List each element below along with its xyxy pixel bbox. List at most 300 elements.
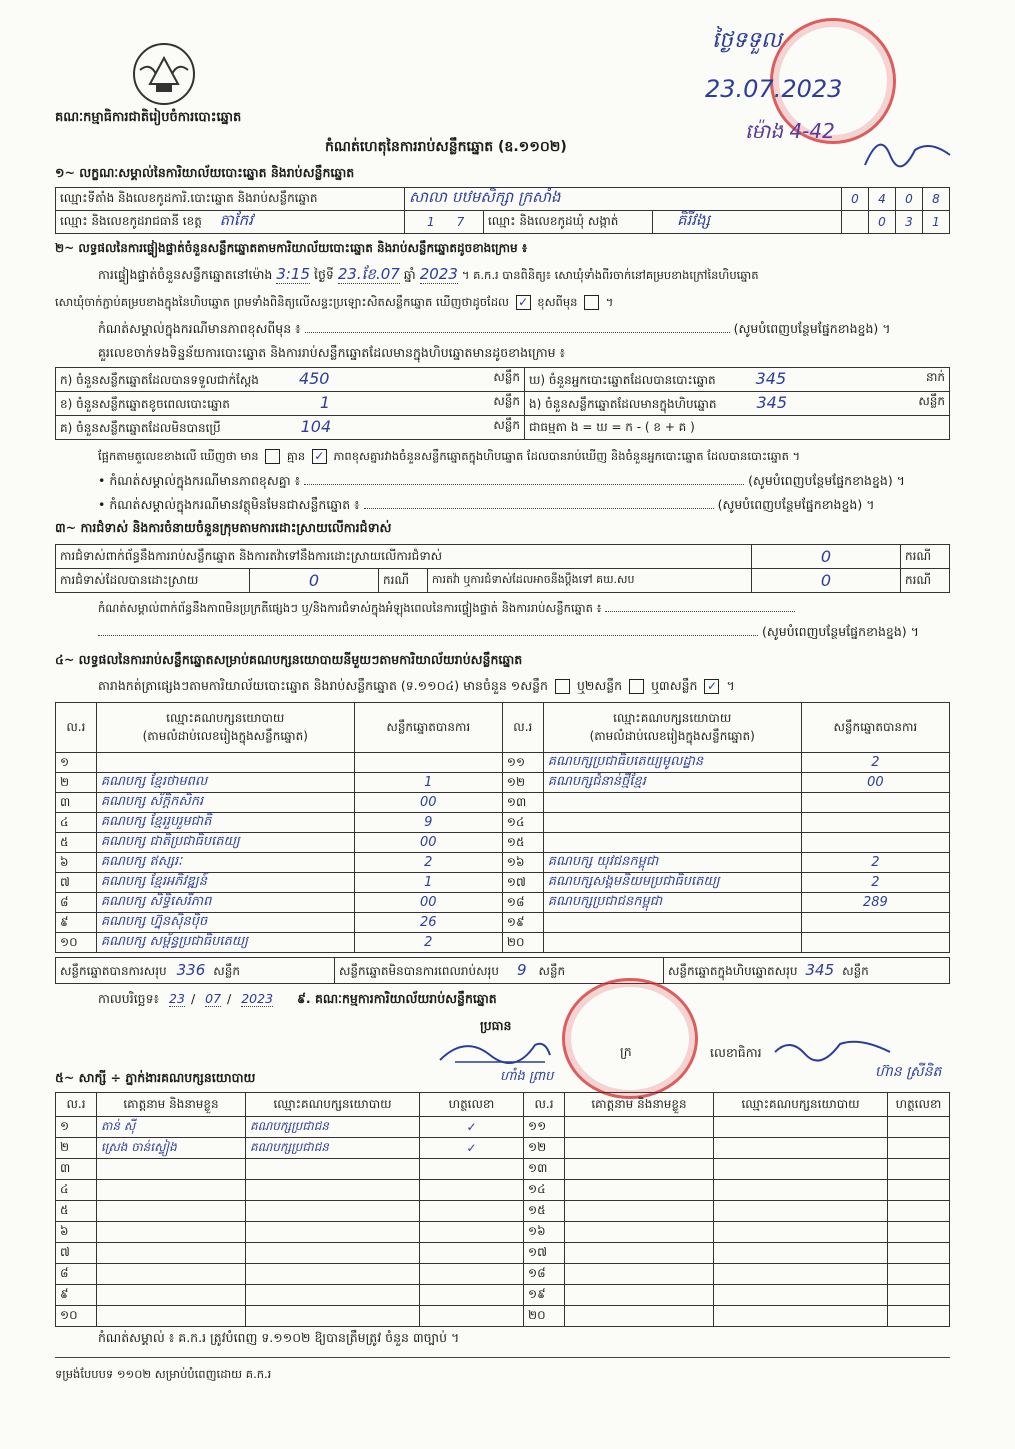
w-sig-left [420, 1180, 524, 1201]
w-party-right[interactable] [714, 1222, 888, 1243]
row-party-right [543, 833, 801, 853]
ng-unit: សន្លឹក [918, 394, 945, 408]
witness-row [56, 1117, 950, 1138]
row-no-right: ១៩ [502, 913, 543, 933]
s4-intro-line: តារាងកត់ត្រាផ្សេងៗតាមការិយាល័យបោះឆ្នោត និងរាប់សន្លឹកឆ្នោត (ទ.១១០៤) មានចំនួន ១សន្លឹក ឬ២សន្លឹក ឬ៣សន្លឹក ✓ ។ [98, 678, 735, 693]
w-name-left: ស្រេង ចាន់ស្ទៀង [97, 1138, 246, 1159]
bullet1-fill: (សូមបំពេញបន្ថែមផ្នែកខាងខ្នង) ។ [748, 473, 905, 488]
footer-divider [55, 1357, 950, 1358]
w-name-right[interactable] [565, 1306, 714, 1327]
row-votes-right: 2 [801, 753, 949, 773]
w-party-left: គណបក្សប្រជាជន [246, 1138, 420, 1159]
results-row [56, 753, 950, 773]
site-label: ឈ្មោះទីតាំង និងលេខកូដការិ.បោះឆ្នោត និងរាប់សន្លឹកឆ្នោត [56, 188, 405, 211]
receipt-date: 23.07.2023 [705, 75, 843, 103]
row-votes-right: 00 [801, 773, 949, 793]
kha-unit: សន្លឹក [493, 394, 520, 408]
w-name-right[interactable] [565, 1222, 714, 1243]
chair-signature [435, 1030, 555, 1070]
results-row [56, 913, 950, 933]
chair-name: ហាំង ព្រាប [500, 1069, 554, 1084]
witness-row [56, 1138, 950, 1159]
verify-text-a: ការផ្ទៀងផ្ទាត់ចំនួនសន្លឹកឆ្នោតនៅម៉ោង [98, 267, 273, 282]
none-label: គ្មាន [286, 449, 306, 463]
w-party-left [246, 1306, 420, 1327]
bullet2-field[interactable] [364, 508, 714, 509]
date-day: 23 [169, 991, 185, 1006]
date-line: កាលបរិច្ឆេទ៖ 23 / 07 / 2023 ៩. គណៈកម្មការការិយាល័យរាប់សន្លឹកឆ្នោត [98, 991, 497, 1006]
formula-cell [525, 416, 950, 440]
org-name: គណៈកម្មាធិការជាតិរៀបចំការបោះឆ្នោត [55, 110, 242, 125]
results-row [56, 873, 950, 893]
w-sig-right[interactable] [888, 1180, 950, 1201]
w-sig-right[interactable] [888, 1117, 950, 1138]
w-party-right[interactable] [714, 1201, 888, 1222]
r2b-label: ការតវ៉ា ឬការជំទាស់ដែលអាចនឹងប្ដឹងទៅ គឃ.សប [428, 569, 752, 593]
w-party-right[interactable] [714, 1180, 888, 1201]
total-valid-unit: សន្លឹក [213, 963, 240, 978]
chair-label: ប្រធាន [480, 1018, 512, 1033]
section5-title: ៥~ សាក្សី ÷ ភ្នាក់ងារគណបក្សនយោបាយ [55, 1070, 256, 1085]
ng-label: ង) ចំនួនសន្លឹកឆ្នោតដែលមានក្នុងហិបឆ្នោត [529, 397, 717, 411]
w-name-right[interactable] [565, 1117, 714, 1138]
w-name-right[interactable] [565, 1243, 714, 1264]
row-no-right: ១៣ [502, 793, 543, 813]
w-party-left [246, 1264, 420, 1285]
witness-row [56, 1159, 950, 1180]
total-box-value: 345 [805, 960, 835, 979]
w-party-right[interactable] [714, 1285, 888, 1306]
w-sig-left [420, 1201, 524, 1222]
row-votes-left: 00 [354, 793, 502, 813]
row-votes-right [801, 913, 949, 933]
commune-code-blank [842, 211, 869, 234]
w-name-right[interactable] [565, 1159, 714, 1180]
verify-date: 23.ខែ.07 [337, 265, 400, 283]
col-party-right-1: ឈ្មោះគណបក្សនយោបាយ [613, 710, 732, 725]
verify-text-d: ។ គ.ក.រ បានពិនិត្យ៖ សោឃុំទាំងពីរចាក់នៅគម្របខាងក្រៅនៃហិបឆ្នោត [461, 268, 759, 282]
row-votes-right [801, 813, 949, 833]
ko-cell [56, 416, 525, 440]
total-invalid-label: សន្លឹកឆ្នោតមិនបានការពេលរាប់សរុប [339, 963, 499, 978]
commune-value: គិរីវង្ស [677, 211, 711, 229]
kho-value: 345 [755, 369, 787, 388]
col-votes-left: សន្លឹកឆ្នោតបានការ [354, 703, 502, 753]
bullet2-fill: (សូមបំពេញបន្ថែមផ្នែកខាងខ្នង) ។ [717, 497, 875, 512]
row-votes-right [801, 793, 949, 813]
witness-row [56, 1264, 950, 1285]
s3-fill: (សូមបំពេញបន្ថែមផ្នែកខាងខ្នង) ។ [761, 624, 919, 639]
code-digit-3: 0 [896, 188, 923, 211]
w-no-left: ៧ [56, 1243, 97, 1264]
three-sheet-checkbox[interactable]: ✓ [704, 679, 719, 694]
check-rest: ភាពខុសគ្នារវាងចំនួនសន្លឹកឆ្នោតក្នុងហិបឆ្នោត ដែលបានរាប់ឃើញ និងចំនួនអ្នកបោះឆ្នោត ដែលបានបោះឆ្នោត ។ [333, 449, 801, 463]
row-party-right: គណបក្សសង្គមនិយមប្រជាធិបតេយ្យ [543, 873, 801, 893]
witness-row [56, 1180, 950, 1201]
w-party-right[interactable] [714, 1117, 888, 1138]
row-votes-left [354, 753, 502, 773]
kho-cell [525, 368, 950, 392]
verify-text-c: ឆ្នាំ [403, 267, 416, 282]
w-no-left: ៤ [56, 1180, 97, 1201]
row-no-left: ៥ [56, 833, 97, 853]
note1-field[interactable] [305, 332, 730, 333]
total-box-cell [664, 958, 950, 984]
two-sheet-label: ឬ២សន្លឹក [576, 678, 623, 693]
bullet1-line [98, 473, 948, 489]
w-name-left [97, 1285, 246, 1306]
total-box-unit: សន្លឹក [842, 963, 869, 978]
r2-unit: ករណី [379, 569, 428, 593]
w-name-left [97, 1159, 246, 1180]
results-row [56, 853, 950, 873]
seal-label: ក្រ [620, 1044, 632, 1059]
has-diff-checkbox[interactable] [265, 449, 280, 464]
bullet2-label: • កំណត់សម្គាល់ក្នុងករណីមានវត្ថុមិនមែនជាសន្លឹកឆ្នោត ៖ [98, 497, 360, 512]
w-sig-right[interactable] [888, 1306, 950, 1327]
w-no-right: ១៤ [524, 1180, 565, 1201]
w-sig-left: ✓ [420, 1117, 524, 1138]
note1-label: កំណត់សម្គាល់ក្នុងករណីមានភាពខុសពីមុន ៖ [98, 321, 301, 336]
same-checkbox[interactable]: ✓ [516, 295, 531, 310]
note1-fill: (សូមបំពេញបន្ថែមផ្នែកខាងខ្នង) ។ [733, 321, 891, 336]
row-no-right: ១៤ [502, 813, 543, 833]
col-party-left-1: ឈ្មោះគណបក្សនយោបាយ [166, 710, 285, 725]
row-no-left: ១ [56, 753, 97, 773]
r1-value: 0 [752, 545, 901, 569]
w-sig-right[interactable] [888, 1264, 950, 1285]
w-sig-left: ✓ [420, 1138, 524, 1159]
verify-time: 3:15 [276, 265, 310, 283]
row-no-left: ៨ [56, 893, 97, 913]
row-votes-left: 1 [354, 873, 502, 893]
secretary-name: ហ៊ាន ស្រីនិត [875, 1064, 942, 1080]
witness-row [56, 1201, 950, 1222]
w-sig-right[interactable] [888, 1243, 950, 1264]
section4-title: ៤~ លទ្ធផលនៃការរាប់សន្លឹកឆ្នោតសម្រាប់គណបក្សនយោបាយនីមួយៗតាមការិយាល័យរាប់សន្លឹកឆ្នោត [55, 652, 523, 667]
w-sig-left [420, 1159, 524, 1180]
w-sig-right[interactable] [888, 1222, 950, 1243]
total-box-label: សន្លឹកឆ្នោតក្នុងហិបឆ្នោតសរុប [668, 963, 798, 978]
w-name-right[interactable] [565, 1264, 714, 1285]
w-no-left: ៣ [56, 1159, 97, 1180]
w-party-right[interactable] [714, 1159, 888, 1180]
row-no-left: ២ [56, 773, 97, 793]
section3-title: ៣~ ការជំទាស់ និងការចំនាយចំនួនក្រុមតាមការដោះស្រាយលើការជំទាស់ [55, 520, 392, 535]
row-no-right: ១៨ [502, 893, 543, 913]
row-votes-left: 00 [354, 833, 502, 853]
ko-unit: សន្លឹក [493, 418, 520, 432]
row-no-right: ២០ [502, 933, 543, 953]
w-col-name-left: គោត្តនាម និងនាមខ្លួន [97, 1093, 246, 1117]
province-value: តាកែវ [219, 211, 253, 229]
s3-note-field-2[interactable] [98, 635, 758, 636]
w-name-left [97, 1222, 246, 1243]
w-name-right[interactable] [565, 1201, 714, 1222]
w-no-left: ១០ [56, 1306, 97, 1327]
w-name-right[interactable] [565, 1138, 714, 1159]
w-no-right: ១៣ [524, 1159, 565, 1180]
w-col-party-left: ឈ្មោះគណបក្សនយោបាយ [246, 1093, 420, 1117]
results-row [56, 813, 950, 833]
w-sig-left [420, 1306, 524, 1327]
row-party-left: គណបក្ស ឥស្សរៈ [96, 853, 354, 873]
objections-table [55, 544, 950, 593]
total-invalid-value: 9 [516, 960, 527, 979]
w-no-right: ២០ [524, 1306, 565, 1327]
r1-label: ការជំទាស់ពាក់ព័ន្ធនឹងការរាប់សន្លឹកឆ្នោត និងការតវ៉ាទៅនឹងការដោះស្រាយលើការជំទាស់ [56, 545, 752, 569]
witness-row [56, 1243, 950, 1264]
bullet1-label: • កំណត់សម្គាល់ក្នុងករណីមានភាពខុសគ្នា ៖ [98, 473, 301, 488]
row-party-left: គណបក្ស ជាតិប្រជាធិបតេយ្យ [96, 833, 354, 853]
emblem-icon [130, 40, 198, 108]
footer-text: ទម្រង់បែបបទ ១១០២ សម្រាប់បំពេញដោយ គ.ក.រ [55, 1367, 272, 1381]
witness-row [56, 1285, 950, 1306]
row-votes-right [801, 933, 949, 953]
r2b-unit: ករណី [901, 569, 950, 593]
totals-table [55, 957, 950, 984]
s4-intro: តារាងកត់ត្រាផ្សេងៗតាមការិយាល័យបោះឆ្នោត និងរាប់សន្លឹកឆ្នោត (ទ.១១០៤) មានចំនួន ១សន្លឹក [98, 678, 548, 693]
province-code-2: 7 [456, 215, 465, 229]
bullet1-field[interactable] [304, 484, 744, 485]
r2b-value: 0 [752, 569, 901, 593]
results-row [56, 773, 950, 793]
ka-value: 450 [298, 369, 330, 388]
w-col-no-right: ល.រ [524, 1093, 565, 1117]
w-no-right: ១៥ [524, 1201, 565, 1222]
row-party-right: គណបក្សប្រជាធិបតេយ្យមូលដ្ឋាន [543, 753, 801, 773]
row-no-left: ៦ [56, 853, 97, 873]
row-no-right: ១៥ [502, 833, 543, 853]
commune-label: ឈ្មោះ និងលេខកូដឃុំ សង្កាត់ [484, 211, 653, 234]
w-no-right: ១៩ [524, 1285, 565, 1306]
w-no-left: ៥ [56, 1201, 97, 1222]
ka-unit: សន្លឹក [493, 370, 520, 384]
col-party-right-2: (តាមលំដាប់លេខរៀងក្នុងសន្លឹកឆ្នោត) [589, 728, 755, 743]
section1-table [55, 187, 950, 234]
bullet2-line [98, 497, 948, 513]
w-col-name-right: គោត្តនាម និងនាមខ្លួន [565, 1093, 714, 1117]
w-sig-right[interactable] [888, 1285, 950, 1306]
w-no-left: ៦ [56, 1222, 97, 1243]
row-no-left: ៤ [56, 813, 97, 833]
date-label: កាលបរិច្ឆេទ៖ [98, 991, 160, 1006]
ko-label: គ) ចំនួនសន្លឹកឆ្នោតដែលមិនបានប្រើ [60, 421, 221, 435]
w-sig-left [420, 1243, 524, 1264]
row-votes-left: 2 [354, 853, 502, 873]
receipt-line: ថ្ងៃទទួល [712, 28, 782, 53]
col-party-left [96, 703, 354, 753]
row-no-left: ៣ [56, 793, 97, 813]
verify-text-2: សោឃុំចាក់ភ្ជាប់គម្របខាងក្នុងនៃហិបឆ្នោត ព្រមទាំងពិនិត្យលើសន្ទះប្រឡោះសិតសន្លឹកឆ្នោត ឃើញថាដូចដែល [55, 295, 509, 309]
row-votes-right: 2 [801, 873, 949, 893]
w-party-left [246, 1222, 420, 1243]
province-code-1: 1 [427, 215, 435, 229]
commune-code-3: 1 [923, 211, 950, 234]
w-sig-right[interactable] [888, 1201, 950, 1222]
row-votes-left: 2 [354, 933, 502, 953]
row-party-right [543, 913, 801, 933]
diff-label: ខុសពីមុន [537, 295, 578, 309]
ng-value: 345 [756, 393, 788, 412]
witness-row [56, 1306, 950, 1327]
section1-title: ១~ លក្ខណៈសម្គាល់នៃការិយាល័យបោះឆ្នោត និងរាប់សន្លឹកឆ្នោត [55, 165, 355, 180]
witness-row [56, 1222, 950, 1243]
w-name-left [97, 1243, 246, 1264]
w-party-right[interactable] [714, 1264, 888, 1285]
receipt-time: ម៉ោង 4-42 [745, 119, 835, 143]
row-votes-right: 2 [801, 853, 949, 873]
w-party-right[interactable] [714, 1138, 888, 1159]
province-code-cell [405, 211, 484, 234]
total-invalid-unit: សន្លឹក [538, 963, 566, 978]
w-party-right[interactable] [714, 1306, 888, 1327]
row-votes-left: 00 [354, 893, 502, 913]
row-party-left: គណបក្ស ខ្មែររួបរួមជាតិ [96, 813, 354, 833]
secretary-signature [770, 1032, 900, 1062]
r2-value: 0 [250, 569, 379, 593]
section2-title: ២~ លទ្ធផលនៃការផ្ទៀងផ្ទាត់ចំនួនសន្លឹកឆ្នោតតាមការិយាល័យបោះឆ្នោត និងរាប់សន្លឹកឆ្នោតដូចខាងក្រោម ៖ [55, 241, 528, 255]
row-votes-right [801, 833, 949, 853]
committee-seal [562, 978, 698, 1099]
date-year: 2023 [241, 991, 274, 1006]
row-no-left: ៧ [56, 873, 97, 893]
w-no-right: ១២ [524, 1138, 565, 1159]
total-valid-label: សន្លឹកឆ្នោតបានការសរុប [60, 963, 167, 978]
code-digit-2: 4 [869, 188, 896, 211]
site-value-text: សាលា បឋមសិក្សា ក្រសាំង [409, 188, 561, 206]
w-col-no-left: ល.រ [56, 1093, 97, 1117]
receipt-signature [860, 125, 960, 175]
col-party-left-2: (តាមលំដាប់លេខរៀងក្នុងសន្លឹកឆ្នោត) [142, 728, 308, 743]
ko-value: 104 [300, 417, 332, 436]
w-no-right: ១១ [524, 1117, 565, 1138]
form-title: កំណត់ហេតុនៃការរាប់សន្លឹកឆ្នោត (ឧ.១១០២) [325, 139, 567, 155]
formula-text: ជាធម្មតា ង = ឃ = ក - ( ខ + គ ) [529, 419, 695, 434]
province-cell [56, 211, 405, 234]
data-intro: គួរលេខចាក់ទងទិន្នន័យការបោះឆ្នោត និងការរាប់សន្លឹកឆ្នោតដែលមានក្នុងហិបឆ្នោតមានដូចខាងក្រោម ៖ [98, 345, 565, 360]
kha-label: ខ) ចំនួនសន្លឹកឆ្នោតខូចពេលបោះឆ្នោត [60, 397, 230, 411]
results-table [55, 702, 950, 953]
no-diff-checkbox[interactable]: ✓ [312, 449, 327, 464]
s3-note [98, 600, 948, 616]
col-no-left: ល.រ [56, 703, 97, 753]
w-name-left [97, 1306, 246, 1327]
commune-value-cell [653, 211, 842, 234]
w-party-left [246, 1180, 420, 1201]
verify-line-2: សោឃុំចាក់ភ្ជាប់គម្របខាងក្នុងនៃហិបឆ្នោត ព្រមទាំងពិនិត្យលើសន្ទះប្រឡោះសិតសន្លឹកឆ្នោត ឃើញថាដូចដែល ✓ ខុសពីមុន ។ [55, 295, 614, 309]
secretary-label: លេខាធិការ [710, 1045, 762, 1060]
date-month: 07 [205, 991, 222, 1006]
site-value [405, 188, 842, 211]
col-votes-right: សន្លឹកឆ្នោតបានការ [801, 703, 949, 753]
results-row [56, 933, 950, 953]
s3-note-field[interactable] [605, 611, 795, 612]
w-party-left [246, 1285, 420, 1306]
row-party-left: គណបក្ស សម្ព័ន្ធប្រជាធិបតេយ្យ [96, 933, 354, 953]
check-line [98, 448, 800, 464]
w-name-left [97, 1264, 246, 1285]
r1-unit: ករណី [901, 545, 950, 569]
kho-unit: នាក់ [925, 370, 945, 384]
kho-label: ឃ) ចំនួនអ្នកបោះឆ្នោតដែលបានបោះឆ្នោត [529, 373, 716, 387]
w-name-right[interactable] [565, 1285, 714, 1306]
results-row [56, 893, 950, 913]
row-no-right: ១១ [502, 753, 543, 773]
row-party-left: គណបក្ស ខ្មែរថាមពល [96, 773, 354, 793]
verify-text-b: ថ្ងៃទី [313, 267, 334, 282]
check-label: ផ្អែកតាមតួលេខខាងលើ ឃើញថា មាន [98, 449, 259, 463]
row-party-right [543, 813, 801, 833]
w-sig-right[interactable] [888, 1138, 950, 1159]
w-party-left [246, 1201, 420, 1222]
w-no-left: ១ [56, 1117, 97, 1138]
w-col-party-right: ឈ្មោះគណបក្សនយោបាយ [714, 1093, 888, 1117]
row-votes-left: 9 [354, 813, 502, 833]
row-party-left: គណបក្ស សិទ្ធិសេរីភាព [96, 893, 354, 913]
row-party-right: គណបក្ស យុវជនកម្ពុជា [543, 853, 801, 873]
row-party-right: គណបក្សប្រជាជនកម្ពុជា [543, 893, 801, 913]
commune-code-1: 0 [869, 211, 896, 234]
row-party-left [96, 753, 354, 773]
w-no-right: ១៦ [524, 1222, 565, 1243]
row-party-right [543, 793, 801, 813]
total-valid-value: 336 [176, 960, 206, 979]
ng-cell [525, 392, 950, 416]
row-votes-left: 1 [354, 773, 502, 793]
row-no-right: ១៦ [502, 853, 543, 873]
one-sheet-checkbox[interactable] [555, 679, 570, 694]
counts-table [55, 367, 950, 440]
s3-note-line2 [98, 624, 948, 640]
kha-cell [56, 392, 525, 416]
verify-line-1 [98, 266, 759, 283]
results-row [56, 833, 950, 853]
w-party-left [246, 1243, 420, 1264]
commune-code-2: 3 [896, 211, 923, 234]
diff-checkbox[interactable] [584, 295, 599, 310]
w-name-right[interactable] [565, 1180, 714, 1201]
ka-label: ក) ចំនួនសន្លឹកឆ្នោតដែលបានទទួលជាក់ស្ដែង [60, 373, 259, 387]
w-no-left: ៩ [56, 1285, 97, 1306]
row-party-right [543, 933, 801, 953]
w-col-sig-left: ហត្ថលេខា [420, 1093, 524, 1117]
s5-note: កំណត់សម្គាល់ ៖ គ.ក.រ ត្រូវបំពេញ ទ.១១០២ ឱ្យបានត្រឹមត្រូវ ចំនួន ៣ច្បាប់ ។ [98, 1330, 460, 1345]
w-name-left [97, 1201, 246, 1222]
w-col-sig-right: ហត្ថលេខា [888, 1093, 950, 1117]
w-party-left [246, 1159, 420, 1180]
row-votes-left: 26 [354, 913, 502, 933]
w-no-right: ១៧ [524, 1243, 565, 1264]
kha-value: 1 [319, 393, 331, 412]
w-no-right: ១៨ [524, 1264, 565, 1285]
row-party-left: គណបក្ស ហ្វ៊ុនស៊ិនប៉ិច [96, 913, 354, 933]
committee-label: ៩. គណៈកម្មការការិយាល័យរាប់សន្លឹកឆ្នោត [297, 991, 497, 1006]
col-party-right [543, 703, 801, 753]
row-party-left: គណបក្ស ស័ក្តិកសិករ [96, 793, 354, 813]
results-row [56, 793, 950, 813]
w-no-left: ៨ [56, 1264, 97, 1285]
w-sig-left [420, 1222, 524, 1243]
two-sheet-checkbox[interactable] [629, 679, 644, 694]
row-no-left: ១០ [56, 933, 97, 953]
w-sig-left [420, 1285, 524, 1306]
note1-line [98, 321, 948, 337]
w-party-right[interactable] [714, 1243, 888, 1264]
w-sig-left [420, 1264, 524, 1285]
row-no-right: ១២ [502, 773, 543, 793]
w-sig-right[interactable] [888, 1159, 950, 1180]
